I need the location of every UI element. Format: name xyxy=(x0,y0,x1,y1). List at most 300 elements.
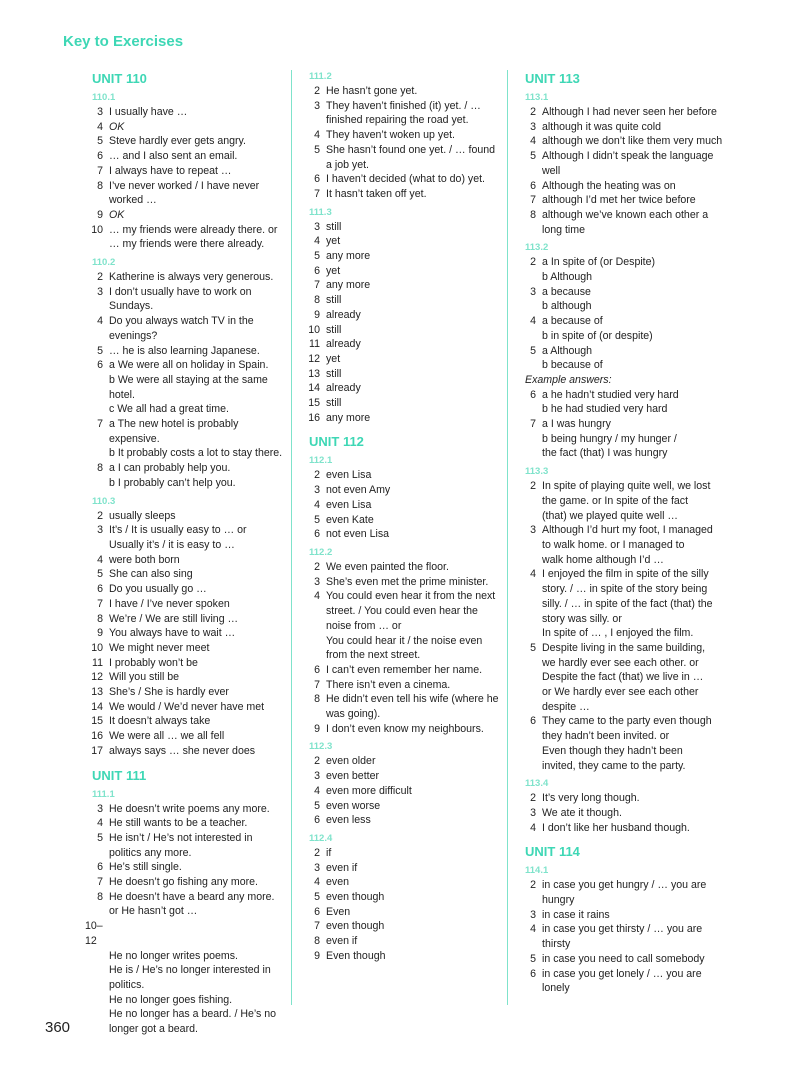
answer-line: the game. or In spite of the fact xyxy=(542,494,689,507)
answer-item xyxy=(85,149,285,164)
answer-item xyxy=(518,149,728,178)
answer-line: b I probably can’t help you. xyxy=(109,476,236,489)
answer-line: I’ve never worked / I have never xyxy=(109,179,260,192)
answer-item xyxy=(518,388,728,417)
answer-number: 14 xyxy=(91,700,103,713)
answer-line: already xyxy=(326,308,361,321)
answer-text xyxy=(326,381,502,396)
answer-text xyxy=(542,149,728,178)
answer-number: 10 xyxy=(91,641,103,654)
answer-line: We were all … we all fell xyxy=(109,730,225,743)
answer-text xyxy=(326,919,502,934)
answer-number: 16 xyxy=(308,411,320,424)
answer-line: in case it rains xyxy=(542,908,610,921)
answer-line: still xyxy=(326,367,342,380)
answer-number: 6 xyxy=(97,583,103,596)
answer-text xyxy=(109,208,285,223)
answer-text xyxy=(109,802,285,817)
answer-item xyxy=(85,949,285,1037)
answer-number: 11 xyxy=(92,656,103,669)
answer-number: 15 xyxy=(308,397,320,410)
answer-number: 4 xyxy=(314,498,320,511)
answer-text xyxy=(109,358,285,417)
answer-line: He hasn’t gone yet. xyxy=(326,85,418,97)
answer-number: 4 xyxy=(314,129,320,142)
answer-line: There isn’t even a cinema. xyxy=(326,678,451,691)
exercise-number: 112.1 xyxy=(309,455,333,467)
answer-line: Although I had never seen her before xyxy=(542,106,717,118)
answer-item xyxy=(518,344,728,373)
answer-item xyxy=(85,134,285,149)
answer-number: 7 xyxy=(314,678,320,691)
answer-text xyxy=(109,223,285,252)
answer-item xyxy=(85,179,285,208)
answer-item xyxy=(302,187,502,202)
answer-number: 3 xyxy=(97,524,103,537)
answer-text xyxy=(109,553,285,568)
answer-line: I enjoyed the film in spite of the silly xyxy=(542,568,709,581)
answer-line: You always have to wait … xyxy=(109,627,236,640)
answer-line: any more xyxy=(326,411,371,424)
answer-item xyxy=(518,641,728,715)
answer-line: It’s / It is usually easy to … or xyxy=(109,524,247,537)
answer-line: politics. xyxy=(109,978,145,991)
answer-text xyxy=(109,670,285,685)
answer-item xyxy=(302,128,502,143)
answer-line: Although I didn’t speak the language xyxy=(542,150,714,163)
unit-title: UNIT 112 xyxy=(309,434,364,450)
answer-line: b although xyxy=(542,300,592,313)
answer-text xyxy=(326,722,502,737)
answer-item xyxy=(302,846,502,861)
answer-line: even more difficult xyxy=(326,784,412,797)
answer-text xyxy=(326,128,502,143)
answer-line: She’s / She is hardly ever xyxy=(109,686,229,699)
answer-line: I always have to repeat … xyxy=(109,164,232,177)
answer-line: Although the heating was on xyxy=(542,179,676,192)
answer-number: 12 xyxy=(308,352,320,365)
answer-line: hungry xyxy=(542,894,575,907)
answer-line: Despite the fact (that) we live in … xyxy=(542,671,704,684)
answer-line: … and I also sent an email. xyxy=(109,150,238,163)
answer-item xyxy=(302,220,502,235)
answer-item xyxy=(518,806,728,821)
answer-number: 8 xyxy=(530,208,536,221)
column-divider xyxy=(291,70,292,1005)
answer-text xyxy=(109,567,285,582)
answer-item xyxy=(302,875,502,890)
answer-item xyxy=(302,905,502,920)
answer-number: 6 xyxy=(97,861,103,874)
answer-item xyxy=(85,582,285,597)
answer-item xyxy=(302,337,502,352)
answer-text xyxy=(109,729,285,744)
answer-line: in case you get lonely / … you are xyxy=(542,967,702,980)
answer-text xyxy=(542,479,728,523)
answer-item xyxy=(85,164,285,179)
answer-number: 5 xyxy=(530,641,536,654)
answer-line: He is / He’s no longer interested in xyxy=(109,964,271,977)
answer-number: 3 xyxy=(314,861,320,874)
answer-item xyxy=(518,417,728,461)
page-heading: Key to Exercises xyxy=(63,33,184,50)
answer-line: they hadn’t been invited. or xyxy=(542,730,670,743)
answer-line: He doesn’t go fishing any more. xyxy=(109,876,258,889)
answer-line: even if xyxy=(326,861,358,874)
answer-line: we hardly ever see each other. or xyxy=(542,656,699,669)
answer-line: yet xyxy=(326,352,341,365)
answer-number: 4 xyxy=(314,235,320,248)
answer-item xyxy=(85,208,285,223)
answer-item xyxy=(85,714,285,729)
answer-line: noise from … or xyxy=(326,619,402,632)
answer-number: 14 xyxy=(308,382,320,395)
answer-item xyxy=(85,744,285,759)
answer-line: OK xyxy=(109,120,125,133)
answer-item xyxy=(85,816,285,831)
answer-line: in case you need to call somebody xyxy=(542,952,705,965)
answer-number: 5 xyxy=(530,150,536,163)
answer-number: 4 xyxy=(97,315,103,328)
answer-line: We even painted the floor. xyxy=(326,560,449,573)
answer-line: He no longer has a beard. / He’s no xyxy=(109,1008,277,1021)
answer-number: 4 xyxy=(97,553,103,566)
answer-number: 3 xyxy=(530,120,536,133)
answer-item xyxy=(302,722,502,737)
answer-item xyxy=(518,821,728,836)
answer-line: a he hadn’t studied very hard xyxy=(542,388,679,401)
answer-line: She hasn’t found one yet. / … found xyxy=(326,143,496,156)
answer-item xyxy=(302,813,502,828)
answer-text xyxy=(542,193,728,208)
answer-line: a Although xyxy=(542,344,593,357)
answer-item xyxy=(302,754,502,769)
answer-number: 6 xyxy=(97,359,103,372)
answer-line: … my friends were there already. xyxy=(109,238,265,251)
answer-line: finished repairing the road yet. xyxy=(326,114,469,127)
answer-number: 2 xyxy=(314,560,320,573)
answer-line: OK xyxy=(109,208,125,221)
answer-line: to walk home. or I managed to xyxy=(542,538,685,551)
answer-note: Example answers: xyxy=(525,373,612,386)
answer-item xyxy=(302,143,502,172)
answer-number: 3 xyxy=(97,285,103,298)
answer-line: still xyxy=(326,323,342,336)
answer-text xyxy=(326,799,502,814)
answer-number: 2 xyxy=(97,509,103,522)
answer-text xyxy=(542,791,728,806)
answer-line: already xyxy=(326,382,361,395)
answer-item xyxy=(302,172,502,187)
exercise-number: 113.2 xyxy=(525,242,549,254)
answer-number: 3 xyxy=(314,99,320,112)
answer-line: story. / … in spite of the story being xyxy=(542,583,708,596)
answer-text xyxy=(542,208,728,237)
answer-item xyxy=(518,878,728,907)
answer-line: even worse xyxy=(326,799,381,812)
answer-item xyxy=(302,799,502,814)
answer-text xyxy=(326,890,502,905)
answer-number: 17 xyxy=(91,744,103,757)
answer-item xyxy=(85,223,285,252)
answer-text xyxy=(326,396,502,411)
answer-line: yet xyxy=(326,264,341,277)
unit-title: UNIT 110 xyxy=(92,71,147,86)
answer-line: a job yet. xyxy=(326,158,369,171)
answer-number: 3 xyxy=(314,484,320,497)
answer-line: a I was hungry xyxy=(542,418,611,431)
answer-item xyxy=(518,255,728,284)
answer-text xyxy=(542,567,728,641)
answer-number: 2 xyxy=(314,755,320,768)
answer-text xyxy=(326,411,502,426)
answer-column-3 xyxy=(518,70,728,996)
answer-number: 8 xyxy=(314,693,320,706)
answer-number: 6 xyxy=(314,528,320,541)
answer-text xyxy=(542,878,728,907)
answer-line: Usually it’s / it is easy to … xyxy=(109,538,235,551)
answer-line: She’s even met the prime minister. xyxy=(326,575,489,588)
answer-item xyxy=(85,461,285,490)
answer-number: 5 xyxy=(97,831,103,844)
answer-item xyxy=(85,626,285,641)
answer-item xyxy=(302,589,502,663)
answer-line: I don’t like her husband though. xyxy=(542,821,690,834)
answer-number: 9 xyxy=(97,627,103,640)
answer-line: despite … xyxy=(542,700,590,713)
answer-line: even Lisa xyxy=(326,469,372,482)
column-divider xyxy=(507,70,508,1005)
answer-line: still xyxy=(326,220,342,233)
answer-item xyxy=(302,308,502,323)
answer-text xyxy=(109,523,285,552)
answer-number: 3 xyxy=(530,524,536,537)
answer-number: 7 xyxy=(530,418,536,431)
answer-number: 5 xyxy=(530,952,536,965)
answer-item xyxy=(302,784,502,799)
answer-number: 6 xyxy=(314,264,320,277)
answer-line: or We hardly ever see each other xyxy=(542,686,699,699)
answer-number: 4 xyxy=(530,923,536,936)
unit-title: UNIT 113 xyxy=(525,71,580,86)
answer-number: 2 xyxy=(530,256,536,269)
answer-line: I haven’t decided (what to do) yet. xyxy=(326,173,485,186)
answer-line: in case you get hungry / … you are xyxy=(542,879,707,892)
answer-number: 3 xyxy=(530,908,536,921)
unit-title: UNIT 111 xyxy=(92,767,147,783)
answer-text xyxy=(542,806,728,821)
answer-number: 7 xyxy=(97,876,103,889)
answer-text xyxy=(326,99,502,128)
answer-text xyxy=(326,249,502,264)
answer-item xyxy=(518,967,728,996)
answer-line: worked … xyxy=(109,194,157,207)
answer-line: evenings? xyxy=(109,329,158,342)
answer-line: usually sleeps xyxy=(109,509,176,522)
answer-number: 6 xyxy=(530,715,536,728)
answer-line: a because of xyxy=(542,315,603,328)
answer-line: b because of xyxy=(542,359,603,372)
exercise-number: 114.1 xyxy=(525,865,549,877)
answer-line: We’re / We are still living … xyxy=(109,612,239,625)
answer-line: although I’d met her twice before xyxy=(542,194,696,207)
answer-line: b It probably costs a lot to stay there. xyxy=(109,447,283,460)
answer-number: 3 xyxy=(314,220,320,233)
answer-text xyxy=(109,597,285,612)
answer-text xyxy=(542,134,728,149)
answer-line: yet xyxy=(326,235,341,248)
answer-line: street. / You could even hear the xyxy=(326,605,478,618)
answer-number: 6 xyxy=(314,173,320,186)
answer-number: 4 xyxy=(314,590,320,603)
exercise-number: 113.1 xyxy=(525,92,549,103)
answer-text xyxy=(109,270,285,285)
answer-item xyxy=(518,285,728,314)
answer-text xyxy=(109,120,285,135)
answer-line: story was silly. or xyxy=(542,612,622,625)
answer-line: politics any more. xyxy=(109,846,192,859)
answer-item xyxy=(302,513,502,528)
answer-text xyxy=(326,367,502,382)
answer-line: He doesn’t have a beard any more. xyxy=(109,890,275,903)
answer-number: 7 xyxy=(314,279,320,292)
answer-text xyxy=(542,285,728,314)
answer-text xyxy=(542,179,728,194)
answer-item xyxy=(85,105,285,120)
answer-text xyxy=(109,816,285,831)
answer-line: In spite of … , I enjoyed the film. xyxy=(542,627,694,640)
answer-line: even older xyxy=(326,755,376,768)
answer-text xyxy=(542,314,728,343)
answer-item xyxy=(85,670,285,685)
answer-line: even less xyxy=(326,814,371,827)
answer-text xyxy=(542,821,728,836)
answer-text xyxy=(109,641,285,656)
answer-item xyxy=(302,396,502,411)
answer-number: 5 xyxy=(314,143,320,156)
answer-line: any more xyxy=(326,250,371,263)
answer-line: even Kate xyxy=(326,513,374,526)
answer-line: Will you still be xyxy=(109,671,180,684)
answer-item xyxy=(85,860,285,875)
answer-line: He isn’t / He’s not interested in xyxy=(109,831,253,844)
answer-line: even if xyxy=(326,935,358,948)
answer-line: b Although xyxy=(542,271,593,284)
answer-text xyxy=(542,952,728,967)
answer-number: 10–12 xyxy=(85,920,103,947)
answer-text xyxy=(326,949,502,964)
answer-number: 4 xyxy=(97,120,103,133)
answer-number: 15 xyxy=(91,715,103,728)
answer-item xyxy=(302,264,502,279)
answer-line: He doesn’t write poems any more. xyxy=(109,802,270,815)
answer-number: 4 xyxy=(530,568,536,581)
answer-item xyxy=(518,193,728,208)
answer-item xyxy=(85,314,285,343)
answer-text xyxy=(326,352,502,367)
answer-item xyxy=(302,84,502,99)
answer-text xyxy=(109,461,285,490)
answer-number: 7 xyxy=(530,194,536,207)
answer-number: 3 xyxy=(97,106,103,118)
answer-number: 8 xyxy=(314,935,320,948)
answer-item xyxy=(85,120,285,135)
answer-number: 6 xyxy=(314,814,320,827)
answer-text xyxy=(326,187,502,202)
answer-line: a because xyxy=(542,285,591,298)
unit-title: UNIT 114 xyxy=(525,844,580,860)
answer-line: It’s very long though. xyxy=(542,792,640,805)
answer-item xyxy=(302,949,502,964)
answer-number: 7 xyxy=(97,597,103,610)
answer-line: were both born xyxy=(109,553,180,566)
answer-number: 5 xyxy=(97,568,103,581)
answer-number: 5 xyxy=(314,891,320,904)
answer-item xyxy=(302,890,502,905)
answer-number: 3 xyxy=(314,575,320,588)
answer-text xyxy=(542,105,728,120)
answer-column-2 xyxy=(302,70,502,964)
answer-item xyxy=(85,509,285,524)
answer-line: You could even hear it from the next xyxy=(326,590,496,603)
answer-number: 5 xyxy=(530,344,536,357)
answer-line: a We were all on holiday in Spain. xyxy=(109,359,269,372)
answer-line: if xyxy=(326,846,332,859)
answer-line: They haven’t finished (it) yet. / … xyxy=(326,99,481,112)
answer-line: b he had studied very hard xyxy=(542,403,668,416)
answer-line: although we don’t like them very much xyxy=(542,135,723,148)
answer-text xyxy=(542,967,728,996)
answer-line: was going). xyxy=(326,708,381,721)
answer-item xyxy=(302,367,502,382)
answer-text xyxy=(326,498,502,513)
answer-item xyxy=(518,952,728,967)
answer-text xyxy=(542,344,728,373)
answer-number: 2 xyxy=(530,480,536,493)
answer-line: or He hasn’t got … xyxy=(109,905,198,918)
answer-number: 7 xyxy=(314,187,320,200)
answer-item xyxy=(518,105,728,120)
answer-item xyxy=(85,656,285,671)
answer-text xyxy=(326,143,502,172)
answer-line: although we’ve known each other a xyxy=(542,208,709,221)
page-number: 360 xyxy=(45,1019,71,1036)
answer-item xyxy=(302,769,502,784)
exercise-number: 111.1 xyxy=(92,788,115,800)
answer-text xyxy=(109,582,285,597)
answer-text xyxy=(109,105,285,120)
answer-text xyxy=(542,388,728,417)
answer-text xyxy=(326,678,502,693)
answer-line: from the next street. xyxy=(326,649,421,662)
answer-line: He no longer writes poems. xyxy=(109,949,238,962)
answer-number: 9 xyxy=(314,949,320,962)
answer-text xyxy=(109,285,285,314)
answer-text xyxy=(326,813,502,828)
answer-number: 11 xyxy=(309,338,320,351)
answer-item xyxy=(302,663,502,678)
answer-line: longer got a beard. xyxy=(109,1023,198,1036)
answer-text xyxy=(326,483,502,498)
answer-line: even though xyxy=(326,891,385,904)
answer-item xyxy=(85,285,285,314)
answer-text xyxy=(109,164,285,179)
answer-item xyxy=(85,553,285,568)
answer-line: They haven’t woken up yet. xyxy=(326,129,455,142)
answer-text xyxy=(109,890,285,919)
answer-text xyxy=(109,134,285,149)
answer-item xyxy=(85,802,285,817)
